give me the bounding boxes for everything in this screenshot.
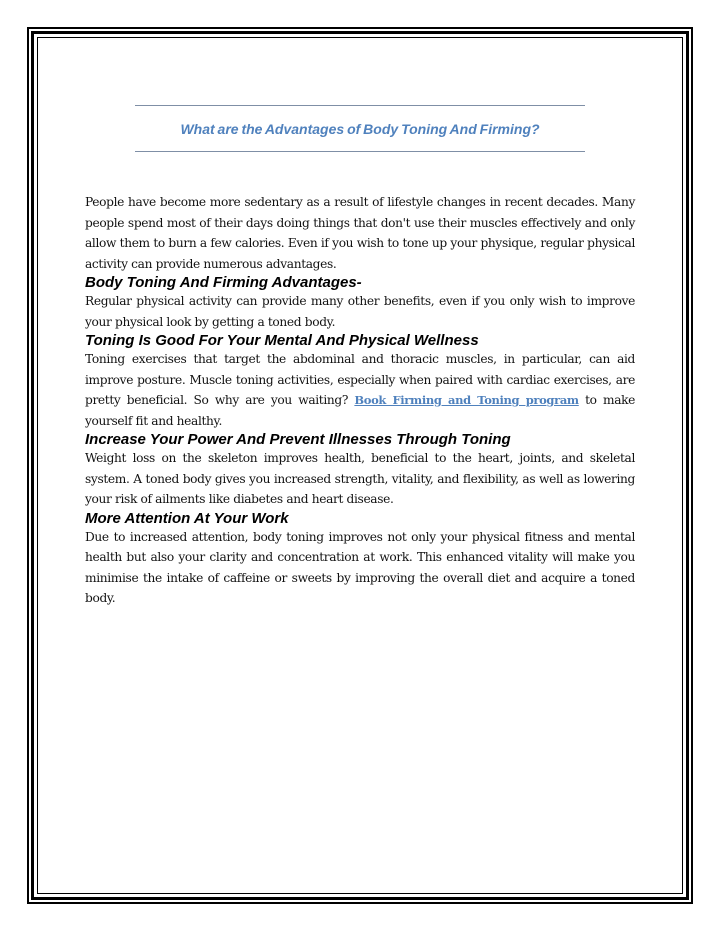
section-text-power: Weight loss on the skeleton improves health, beneficial to the heart, joints, and skeletal system. A toned body gives you increased strength, vitality, and flexibility, as well as lowering your risk of ailments like diabetes and heart disease.	[85, 451, 635, 506]
section-text-wellness	[85, 349, 635, 431]
section-heading-wellness: Toning Is Good For Your Mental And Physical Wellness	[85, 332, 479, 349]
book-program-link[interactable]: Book Firming and Toning program	[354, 393, 579, 407]
document-content	[85, 105, 635, 609]
section-text-advantages: Regular physical activity can provide many other benefits, even if you only wish to improve your physical look by getting a toned body.	[85, 294, 635, 329]
title-block	[135, 105, 585, 152]
section-text-attention: Due to increased attention, body toning improves not only your physical fitness and mental health but also your clarity and concentration at work. This enhanced vitality will make you minimise the intake of caffeine or sweets by improving the overall diet and acquire a toned body.	[85, 529, 635, 605]
intro-paragraph: People have become more sedentary as a result of lifestyle changes in recent decades. Many people spend most of their days doing things that don't use their muscles effectively and only allow them to burn a few calories. Even if you wish to tone up your physique, regular physical activity can provide numerous advantages.	[85, 195, 635, 271]
section-heading-power: Increase Your Power And Prevent Illnesses Through Toning	[85, 431, 511, 448]
wellness-text-before: Toning exercises that target the abdominal and thoracic muscles, in particular, can aid improve posture. Muscle toning activities, especially when paired with cardiac exercises, are pretty beneficial. So why are you waiting?	[85, 352, 635, 407]
section-heading-advantages: Body Toning And Firming Advantages-	[85, 274, 362, 291]
page-title: What are the Advantages of Body Toning And Firming?	[180, 120, 540, 137]
section-heading-attention: More Attention At Your Work	[85, 509, 289, 527]
wellness-text-after: to make yourself fit and healthy.	[85, 393, 636, 428]
